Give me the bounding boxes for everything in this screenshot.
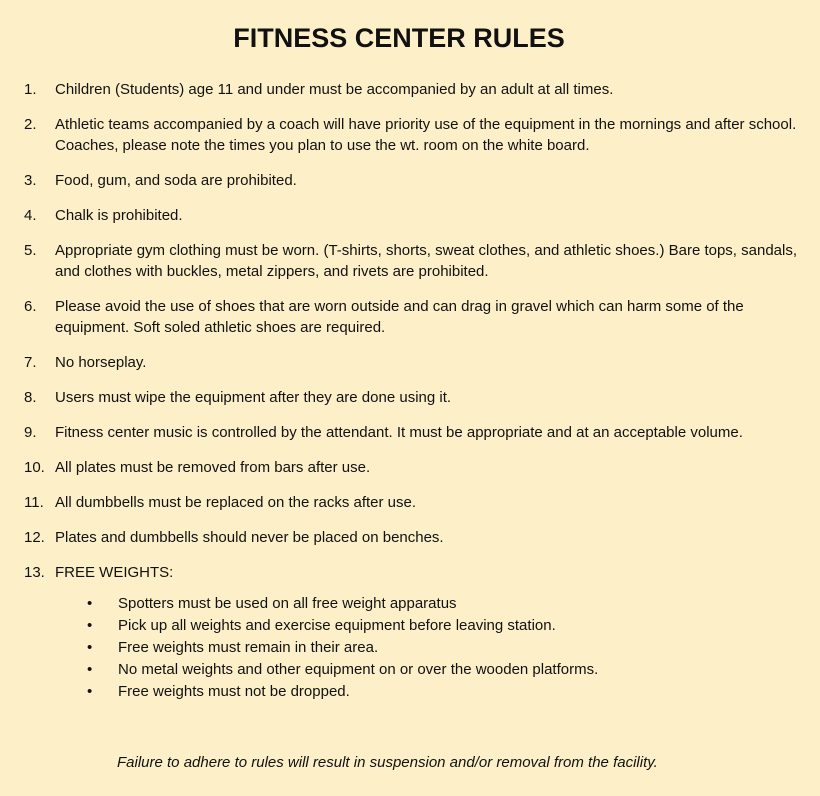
rule-number: 10. xyxy=(24,459,45,476)
free-weights-text: Spotters must be used on all free weight apparatus xyxy=(118,595,457,612)
rule-item xyxy=(24,457,804,478)
rule-item xyxy=(24,79,804,100)
rule-number: 8. xyxy=(24,389,37,406)
rule-text: All plates must be removed from bars after use. xyxy=(55,459,371,476)
rule-item-free-weights xyxy=(24,562,804,703)
rule-number: 9. xyxy=(24,424,37,441)
rule-item xyxy=(24,422,804,443)
bullet-icon: • xyxy=(87,683,93,700)
rule-item xyxy=(24,527,804,548)
rule-body xyxy=(55,562,804,703)
rule-text: Children (Students) age 11 and under must be accompanied by an adult at all times. xyxy=(55,81,614,98)
free-weights-text: Pick up all weights and exercise equipment before leaving station. xyxy=(118,617,556,634)
rule-item xyxy=(24,296,804,338)
rule-number: 13. xyxy=(24,564,45,581)
rules-list xyxy=(24,79,804,717)
rule-number: 5. xyxy=(24,242,37,259)
rule-text: Please avoid the use of shoes that are worn outside and can drag in gravel which can harm some of the equipment. Soft soled athletic shoes are required. xyxy=(55,298,744,336)
free-weights-item xyxy=(87,615,804,637)
rule-text: Users must wipe the equipment after they are done using it. xyxy=(55,389,452,406)
free-weights-item xyxy=(87,593,804,615)
free-weights-item xyxy=(87,681,804,703)
bullet-icon: • xyxy=(87,639,93,656)
rule-number: 11. xyxy=(24,494,44,511)
rule-text: Chalk is prohibited. xyxy=(55,207,183,224)
bullet-icon: • xyxy=(87,595,93,612)
footer-note: Failure to adhere to rules will result in suspension and/or removal from the facility. xyxy=(117,754,658,771)
free-weights-item xyxy=(87,637,804,659)
rule-item xyxy=(24,170,804,191)
free-weights-item xyxy=(87,659,804,681)
rule-item xyxy=(24,240,804,282)
rule-text: Fitness center music is controlled by the attendant. It must be appropriate and at an acceptable volume. xyxy=(55,424,743,441)
rule-text: Athletic teams accompanied by a coach will have priority use of the equipment in the mornings and after school. Coaches, please note the times you plan to use the wt. room on the white board. xyxy=(55,116,797,154)
rule-number: 3. xyxy=(24,172,37,189)
bullet-icon: • xyxy=(87,661,93,678)
rule-text: Appropriate gym clothing must be worn. (T-shirts, shorts, sweat clothes, and athletic shoes.) Bare tops, sandals, and clothes with buckles, metal zippers, and rivets are prohibited. xyxy=(55,242,798,280)
rule-number: 2. xyxy=(24,116,37,133)
rule-text: FREE WEIGHTS: xyxy=(55,564,174,581)
free-weights-text: No metal weights and other equipment on or over the wooden platforms. xyxy=(118,661,599,678)
rule-text: All dumbbells must be replaced on the racks after use. xyxy=(55,494,417,511)
rule-item xyxy=(24,205,804,226)
rule-text: Plates and dumbbells should never be placed on benches. xyxy=(55,529,444,546)
rule-number: 12. xyxy=(24,529,45,546)
rule-number: 1. xyxy=(24,81,37,98)
rule-item xyxy=(24,114,804,156)
rule-text: No horseplay. xyxy=(55,354,147,371)
rule-number: 4. xyxy=(24,207,37,224)
rule-item xyxy=(24,352,804,373)
free-weights-list xyxy=(55,593,804,703)
rule-number: 6. xyxy=(24,298,37,315)
rule-number: 7. xyxy=(24,354,37,371)
rule-item xyxy=(24,387,804,408)
bullet-icon: • xyxy=(87,617,93,634)
page-title: FITNESS CENTER RULES xyxy=(233,23,565,53)
rule-text: Food, gum, and soda are prohibited. xyxy=(55,172,297,189)
rule-item xyxy=(24,492,804,513)
free-weights-text: Free weights must remain in their area. xyxy=(118,639,379,656)
free-weights-text: Free weights must not be dropped. xyxy=(118,683,350,700)
